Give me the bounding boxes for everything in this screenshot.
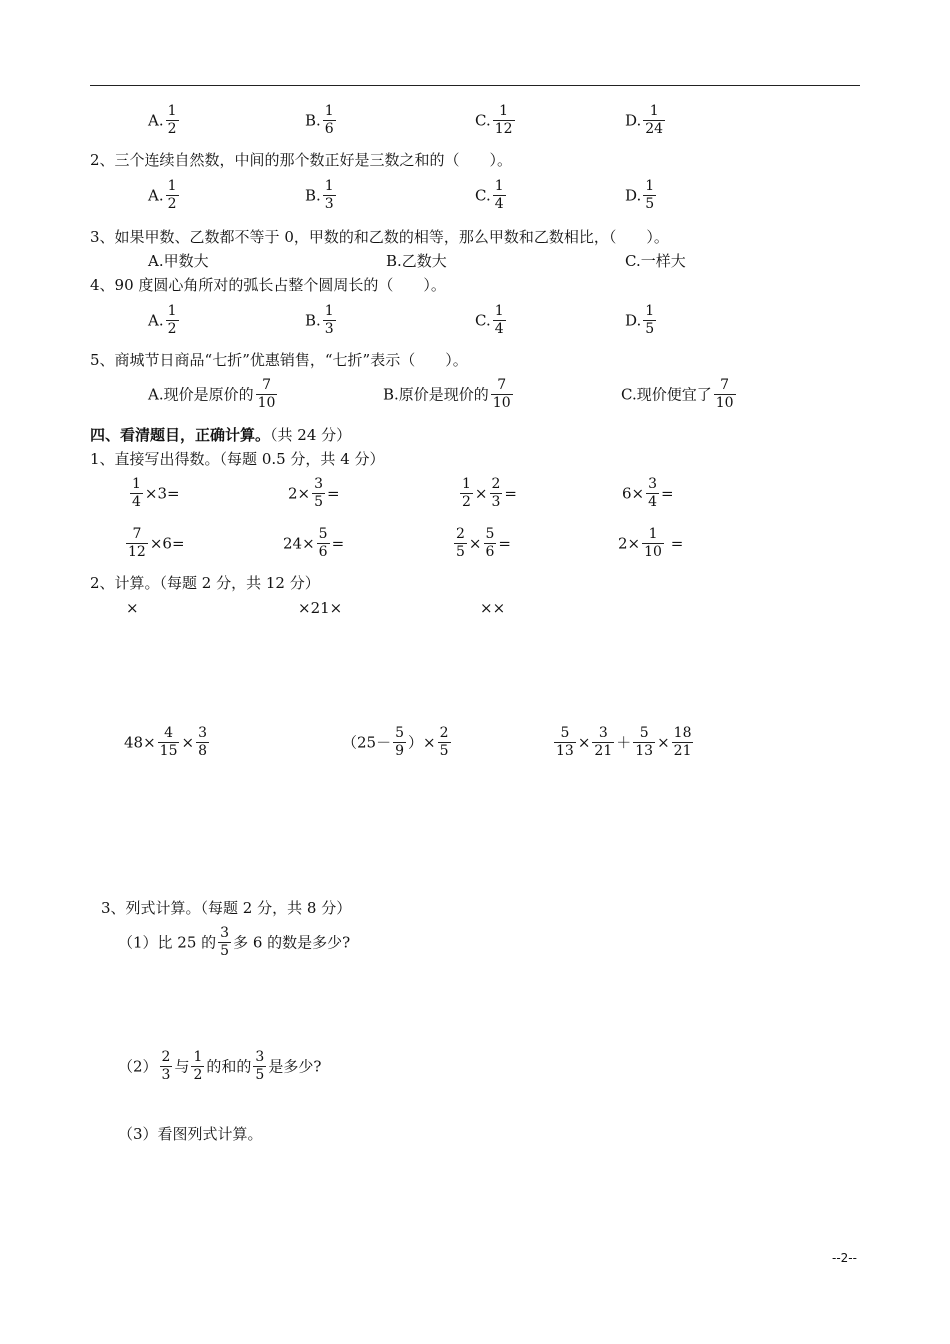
page-number: --2-- — [832, 1251, 857, 1265]
mental-item: $\frac{1}{2}$ × $\frac{2}{3}$ = — [462, 476, 517, 510]
prev-option-a: A. $\frac{1}{2}$ — [148, 103, 177, 137]
q4-option-d: D. $\frac{1}{5}$ — [625, 303, 655, 337]
word-problem-3: （3）看图列式计算。 — [118, 1125, 263, 1143]
question-4: 4、90 度圆心角所对的弧长占整个圆周长的（ ）。 — [90, 276, 446, 294]
q3-option-a: A.甲数大 — [148, 252, 209, 270]
question-2: 2、三个连续自然数，中间的那个数正好是三数之和的（ ）。 — [90, 151, 513, 169]
q2-option-a: A. $\frac{1}{2}$ — [148, 178, 177, 212]
q2-option-d: D. $\frac{1}{5}$ — [625, 178, 655, 212]
part-2-title: 2、计算。（每题 2 分，共 12 分） — [90, 574, 320, 592]
q3-option-b: B.乙数大 — [386, 252, 447, 270]
mental-item: 6× $\frac{3}{4}$ = — [622, 476, 674, 510]
mental-item: $\frac{7}{12}$ ×6= — [128, 526, 185, 560]
header-rule — [90, 85, 860, 86]
calc-fragment: ×21× — [298, 599, 343, 617]
mental-item: $\frac{2}{5}$ × $\frac{5}{6}$ = — [456, 526, 511, 560]
mental-item: $\frac{1}{4}$ ×3= — [132, 476, 180, 510]
q3-option-c: C.一样大 — [625, 252, 686, 270]
mental-item: 24× $\frac{5}{6}$ = — [283, 526, 345, 560]
q2-option-b: B. $\frac{1}{3}$ — [305, 178, 334, 212]
calc-expression-2: （25－ $\frac{5}{9}$ ）× $\frac{2}{5}$ — [342, 725, 449, 759]
question-3: 3、如果甲数、乙数都不等于 0，甲数的和乙数的相等，那么甲数和乙数相比，（ ）。 — [90, 228, 669, 246]
calc-expression-1: 48× $\frac{4}{15}$ × $\frac{3}{8}$ — [124, 725, 207, 759]
mental-item: 2× $\frac{3}{5}$ = — [288, 476, 340, 510]
section-4-heading — [90, 426, 351, 444]
section-4-score: （共 24 分） — [270, 426, 352, 444]
word-problem-1: （1）比 25 的 $\frac{3}{5}$ 多 6 的数是多少? — [118, 925, 351, 959]
section-4-title: 四、看清题目，正确计算。 — [90, 426, 271, 444]
prev-option-b: B. $\frac{1}{6}$ — [305, 103, 334, 137]
calc-fragment: ×× — [480, 599, 506, 617]
prev-option-d: D. $\frac{1}{24}$ — [625, 103, 664, 137]
mental-item: 2× $\frac{1}{10}$ = — [618, 526, 684, 560]
part-1-title: 1、直接写出得数。（每题 0.5 分，共 4 分） — [90, 450, 385, 468]
q5-option-b: B.原价是现价的 $\frac{7}{10}$ — [383, 377, 511, 411]
calc-expression-3: $\frac{5}{13}$ × $\frac{3}{21}$ ＋ $\frac{5}{13}$ × $\frac{18}{21}$ — [556, 725, 692, 759]
word-problem-2: （2） $\frac{2}{3}$ 与 $\frac{1}{2}$ 的和的 $\frac{3}{5}$ 是多少? — [118, 1049, 322, 1083]
q5-option-a: A.现价是原价的 $\frac{7}{10}$ — [148, 377, 276, 411]
q5-option-c: C.现价便宜了 $\frac{7}{10}$ — [621, 377, 734, 411]
q4-option-a: A. $\frac{1}{2}$ — [148, 303, 177, 337]
q4-option-b: B. $\frac{1}{3}$ — [305, 303, 334, 337]
calc-fragment: × — [126, 599, 139, 617]
prev-option-c: C. $\frac{1}{12}$ — [475, 103, 513, 137]
q2-option-c: C. $\frac{1}{4}$ — [475, 178, 504, 212]
question-5: 5、商城节日商品“七折”优惠销售，“七折”表示（ ）。 — [90, 351, 468, 369]
q4-option-c: C. $\frac{1}{4}$ — [475, 303, 504, 337]
part-3-title: 3、列式计算。（每题 2 分，共 8 分） — [101, 899, 352, 917]
